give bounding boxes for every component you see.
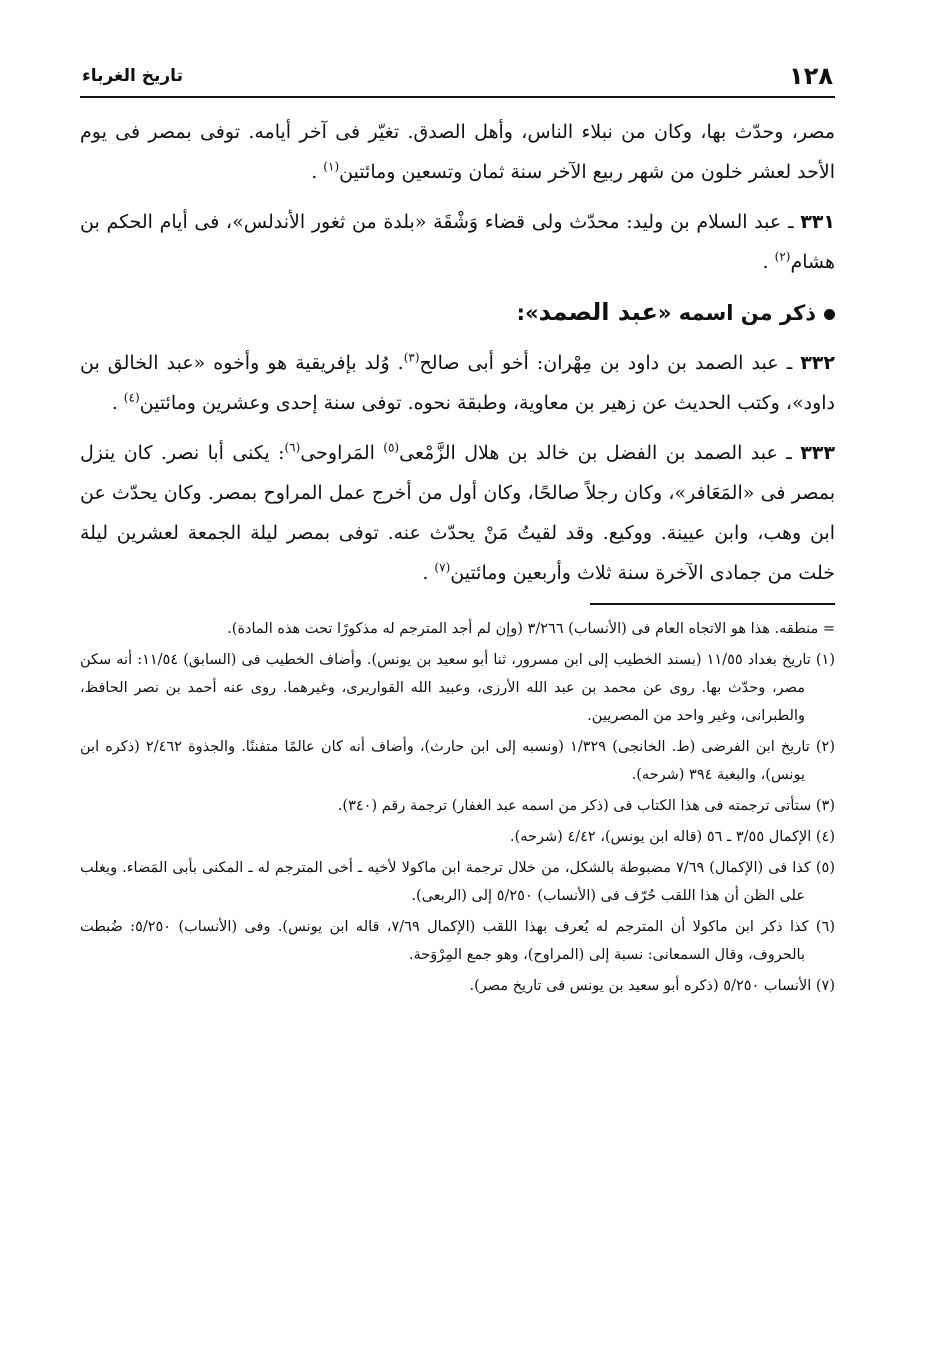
paragraph-text: مصر، وحدّث بها، وكان من نبلاء الناس، وأهل الصدق. تغيّر فى آخر أيامه. توفى بمصر فى يوم الأحد لعشر خلون من شهر ربيع الآخر سنة ثمان وتسعين ومائتين (80, 121, 835, 183)
footnotes (80, 615, 835, 1000)
footnote-3: (٣) ستأتى ترجمته فى هذا الكتاب فى (ذكر من اسمه عبد الغفار) ترجمة رقم (٣٤٠). (337, 798, 835, 814)
entry-end: . (762, 251, 775, 273)
footnote-ref: (٤) (123, 390, 140, 405)
footnote-5: (٥) كذا فى (الإكمال) ٧/٦٩ مضبوطة بالشكل، من خلال ترجمة ابن ماكولا لأخيه ـ أخى المترجم له ـ المكنى بأبى المَضاء. ويغلب على الظن أن هذا اللقب حُرّف فى (الأنساب) ٥/٢٥٠ إلى (الربعى). (80, 860, 835, 904)
page-number: ١٢٨ (789, 62, 833, 90)
footnote-ref: (٢) (774, 249, 791, 264)
footnote-7: (٧) الأنساب ٥/٢٥٠ (ذكره أبو سعيد بن يونس فى تاريخ مصر). (469, 978, 835, 994)
entry-text: . وُلد بإفريقية هو وأخوه «عبد الخالق بن داود»، وكتب الحديث عن زهير بن معاوية، وطبقة نحوه. توفى سنة إحدى وعشرين ومائتين (80, 352, 835, 414)
entry-text: ـ عبد الصمد بن الفضل بن خالد بن هلال الزَّمْعى (399, 442, 801, 464)
book-page (80, 60, 835, 1003)
bullet-icon (824, 309, 835, 320)
main-text (80, 112, 835, 593)
footnote-2: (٢) تاريخ ابن الفرضى (ط. الخانجى) ١/٣٢٩ (ونسبه إلى ابن حارث)، وأضاف أنه كان عالمًا متفننًا. والجذوة ٢/٤٦٢ (ذكره ابن يونس)، والبغية ٣٩٤ (شرحه). (80, 739, 836, 783)
entry-end: . (111, 392, 124, 414)
entry-333 (80, 433, 835, 593)
heading-name: عبد الصمد (538, 298, 658, 326)
footnote-ref: (١) (323, 159, 340, 174)
entry-332 (80, 343, 835, 423)
entry-end: . (422, 562, 435, 584)
entry-text: ـ عبد الصمد بن داود بن مِهْران: أخو أبى صالح (419, 352, 801, 374)
entry-text: ـ عبد السلام بن وليد: محدّث ولى قضاء وَشْقَة «بلدة من ثغور الأندلس»، فى أيام الحكم بن هشام (80, 211, 835, 273)
entry-331 (80, 202, 835, 282)
paragraph-end: . (311, 161, 324, 183)
entry-number: ٣٣١ (800, 211, 835, 233)
paragraph-continuation (80, 112, 835, 192)
footnote-ref: (٣) (403, 350, 420, 365)
footnote-6: (٦) كذا ذكر ابن ماكولا أن المترجم له يُعرف بهذا اللقب (الإكمال ٧/٦٩، قاله ابن يونس). وفى (الأنساب) ٥/٢٥٠: ضُبطت بالحروف، وقال السمعانى: نسبة إلى (المراوح)، وهو جمع المِرْوَحة. (80, 919, 835, 963)
heading-suffix: »: (516, 301, 539, 325)
entry-number: ٣٣٣ (800, 442, 835, 464)
footnote-ref: (٧) (434, 560, 451, 575)
heading-prefix: ذكر من اسمه « (657, 301, 816, 325)
entry-text: المَراوحى (300, 442, 384, 464)
footnote-ref: (٥) (383, 440, 400, 455)
page-header (80, 60, 835, 98)
footnote-continuation: = منطقه. هذا هو الاتجاه العام فى (الأنساب) ٣/٢٦٦ (وإن لم أجد المترجم له مذكورًا تحت هذه المادة). (227, 621, 835, 637)
entry-number: ٣٣٢ (800, 352, 835, 374)
footnote-divider (590, 603, 835, 605)
footnote-1: (١) تاريخ بغداد ١١/٥٥ (بسند الخطيب إلى ابن مسرور، ثنا أبو سعيد بن يونس). وأضاف الخطيب فى (السابق) ١١/٥٤: أنه سكن مصر، وحدّث بها. روى عن محمد بن عبد الله الأرزى، وعبيد الله القواريرى، وغيرهما. روى عنه أحمد بن نصر الحافظ، والطبرانى، وغير واحد من المصريين. (80, 652, 836, 724)
running-title: تاريخ الغرباء (82, 66, 183, 86)
section-heading (80, 292, 835, 333)
entry-text: : يكنى أبا نصر. كان ينزل بمصر فى «المَعَافر»، وكان رجلاً صالحًا، وكان أول من أخرج عمل المراوح بمصر. وكان يحدّث عن ابن وهب، وابن عيينة. ووكيع. وقد لقيتُ مَنْ يحدّث عنه. توفى بمصر ليلة الجمعة لعشرين ليلة خلت من جمادى الآخرة سنة ثلاث وأربعين ومائتين (80, 442, 835, 584)
footnote-ref: (٦) (284, 440, 301, 455)
footnote-4: (٤) الإكمال ٣/٥٥ ـ ٥٦ (قاله ابن يونس)، ٤/٤٢ (شرحه). (510, 829, 835, 845)
